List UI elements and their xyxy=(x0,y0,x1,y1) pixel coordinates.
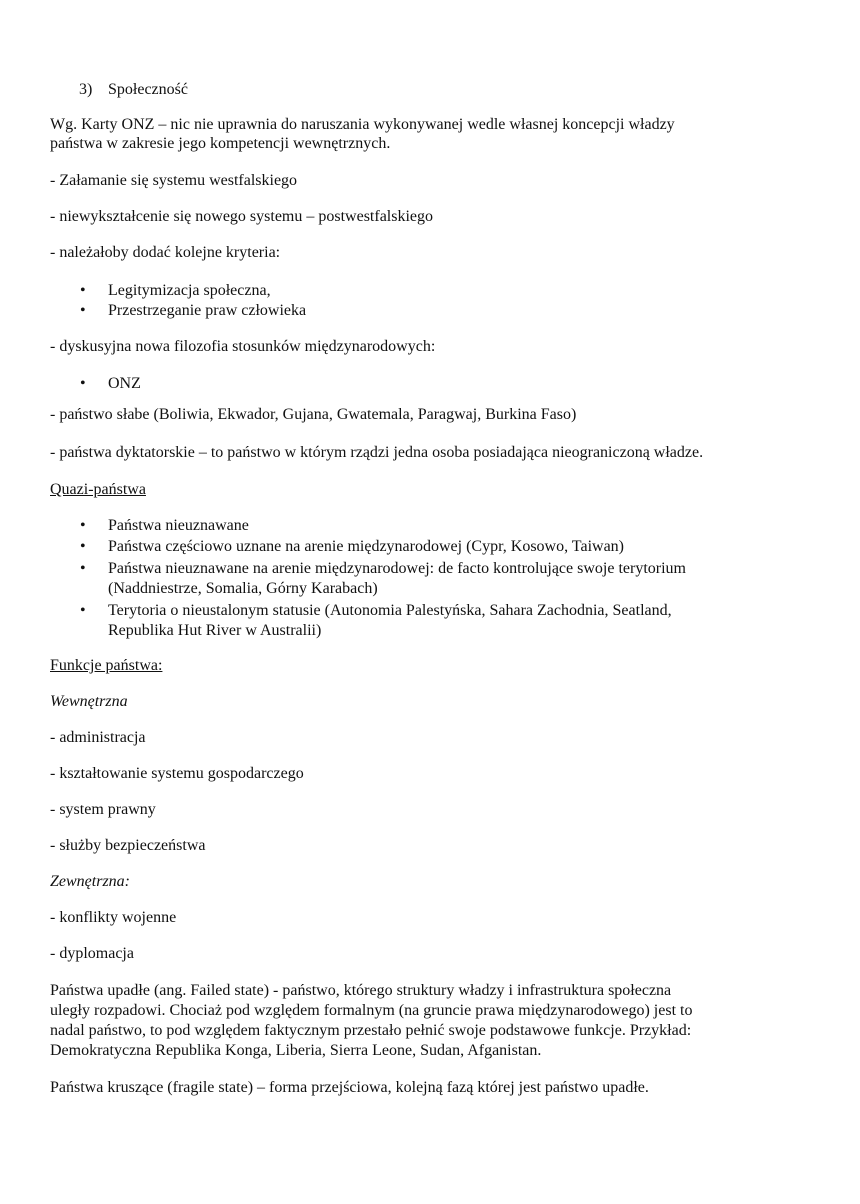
point-dictatorships: - państwa dyktatorskie – to państwo w którym rządzi jedna osoba posiadająca nieograniczoną władze. xyxy=(50,444,704,461)
failed-state-line-1: Państwa upadłe (ang. Failed state) - państwo, którego struktury władzy i infrastruktura społeczna xyxy=(50,982,672,999)
point-westphalian-collapse: - Załamanie się systemu westfalskiego xyxy=(50,172,298,189)
bullet-icon: • xyxy=(80,302,86,319)
internal-function-item: - służby bezpieczeństwa xyxy=(50,837,206,854)
functions-heading: Funkcje państwa: xyxy=(50,657,163,674)
external-functions-label: Zewnętrzna: xyxy=(50,873,130,890)
point-weak-states: - państwo słabe (Boliwia, Ekwador, Gujana, Gwatemala, Paragwaj, Burkina Faso) xyxy=(50,406,577,423)
failed-state-line-3: nadal państwo, to pod względem faktycznym przestało pełnić swoje podstawowe funkcje. Przykład: xyxy=(50,1022,692,1039)
bullet-icon: • xyxy=(80,375,86,392)
list-item: Przestrzeganie praw człowieka xyxy=(108,302,307,319)
failed-state-line-4: Demokratyczna Republika Konga, Liberia, Sierra Leone, Sudan, Afganistan. xyxy=(50,1042,542,1059)
fragile-state-paragraph: Państwa kruszące (fragile state) – forma przejściowa, kolejną fazą której jest państwo upadłe. xyxy=(50,1079,649,1096)
list-item-continuation: (Naddniestrze, Somalia, Górny Karabach) xyxy=(108,580,378,597)
list-item: Państwa nieuznawane na arenie międzynarodowej: de facto kontrolujące swoje terytorium xyxy=(108,560,686,577)
bullet-icon: • xyxy=(80,282,86,299)
internal-function-item: - system prawny xyxy=(50,801,156,818)
internal-functions-label: Wewnętrzna xyxy=(50,693,128,710)
bullet-icon: • xyxy=(80,602,86,619)
list-item-continuation: Republika Hut River w Australii) xyxy=(108,622,322,639)
quasi-states-heading: Quazi-państwa xyxy=(50,481,146,498)
list-item: Legitymizacja społeczna, xyxy=(108,282,271,299)
internal-function-item: - kształtowanie systemu gospodarczego xyxy=(50,765,304,782)
internal-function-item: - administracja xyxy=(50,729,146,746)
external-function-item: - dyplomacja xyxy=(50,945,134,962)
list-item: Terytoria o nieustalonym statusie (Autonomia Palestyńska, Sahara Zachodnia, Seatland, xyxy=(108,602,672,619)
intro-line-2: państwa w zakresie jego kompetencji wewnętrznych. xyxy=(50,135,391,152)
bullet-icon: • xyxy=(80,517,86,534)
point-post-westphalian: - niewykształcenie się nowego systemu – postwestfalskiego xyxy=(50,208,434,225)
intro-line-1: Wg. Karty ONZ – nic nie uprawnia do naruszania wykonywanej wedle własnej koncepcji władzy xyxy=(50,116,675,133)
list-item: Państwa częściowo uznane na arenie międzynarodowej (Cypr, Kosowo, Taiwan) xyxy=(108,538,624,555)
list-number: 3) xyxy=(79,81,93,98)
bullet-icon: • xyxy=(80,560,86,577)
list-item: ONZ xyxy=(108,375,141,392)
section-heading: Społeczność xyxy=(108,81,188,98)
failed-state-line-2: uległy rozpadowi. Chociaż pod względem formalnym (na gruncie prawa międzynarodowego) jest to xyxy=(50,1002,693,1019)
external-function-item: - konflikty wojenne xyxy=(50,909,177,926)
bullet-icon: • xyxy=(80,538,86,555)
point-philosophy: - dyskusyjna nowa filozofia stosunków międzynarodowych: xyxy=(50,338,436,355)
point-new-criteria: - należałoby dodać kolejne kryteria: xyxy=(50,244,281,261)
list-item: Państwa nieuznawane xyxy=(108,517,249,534)
